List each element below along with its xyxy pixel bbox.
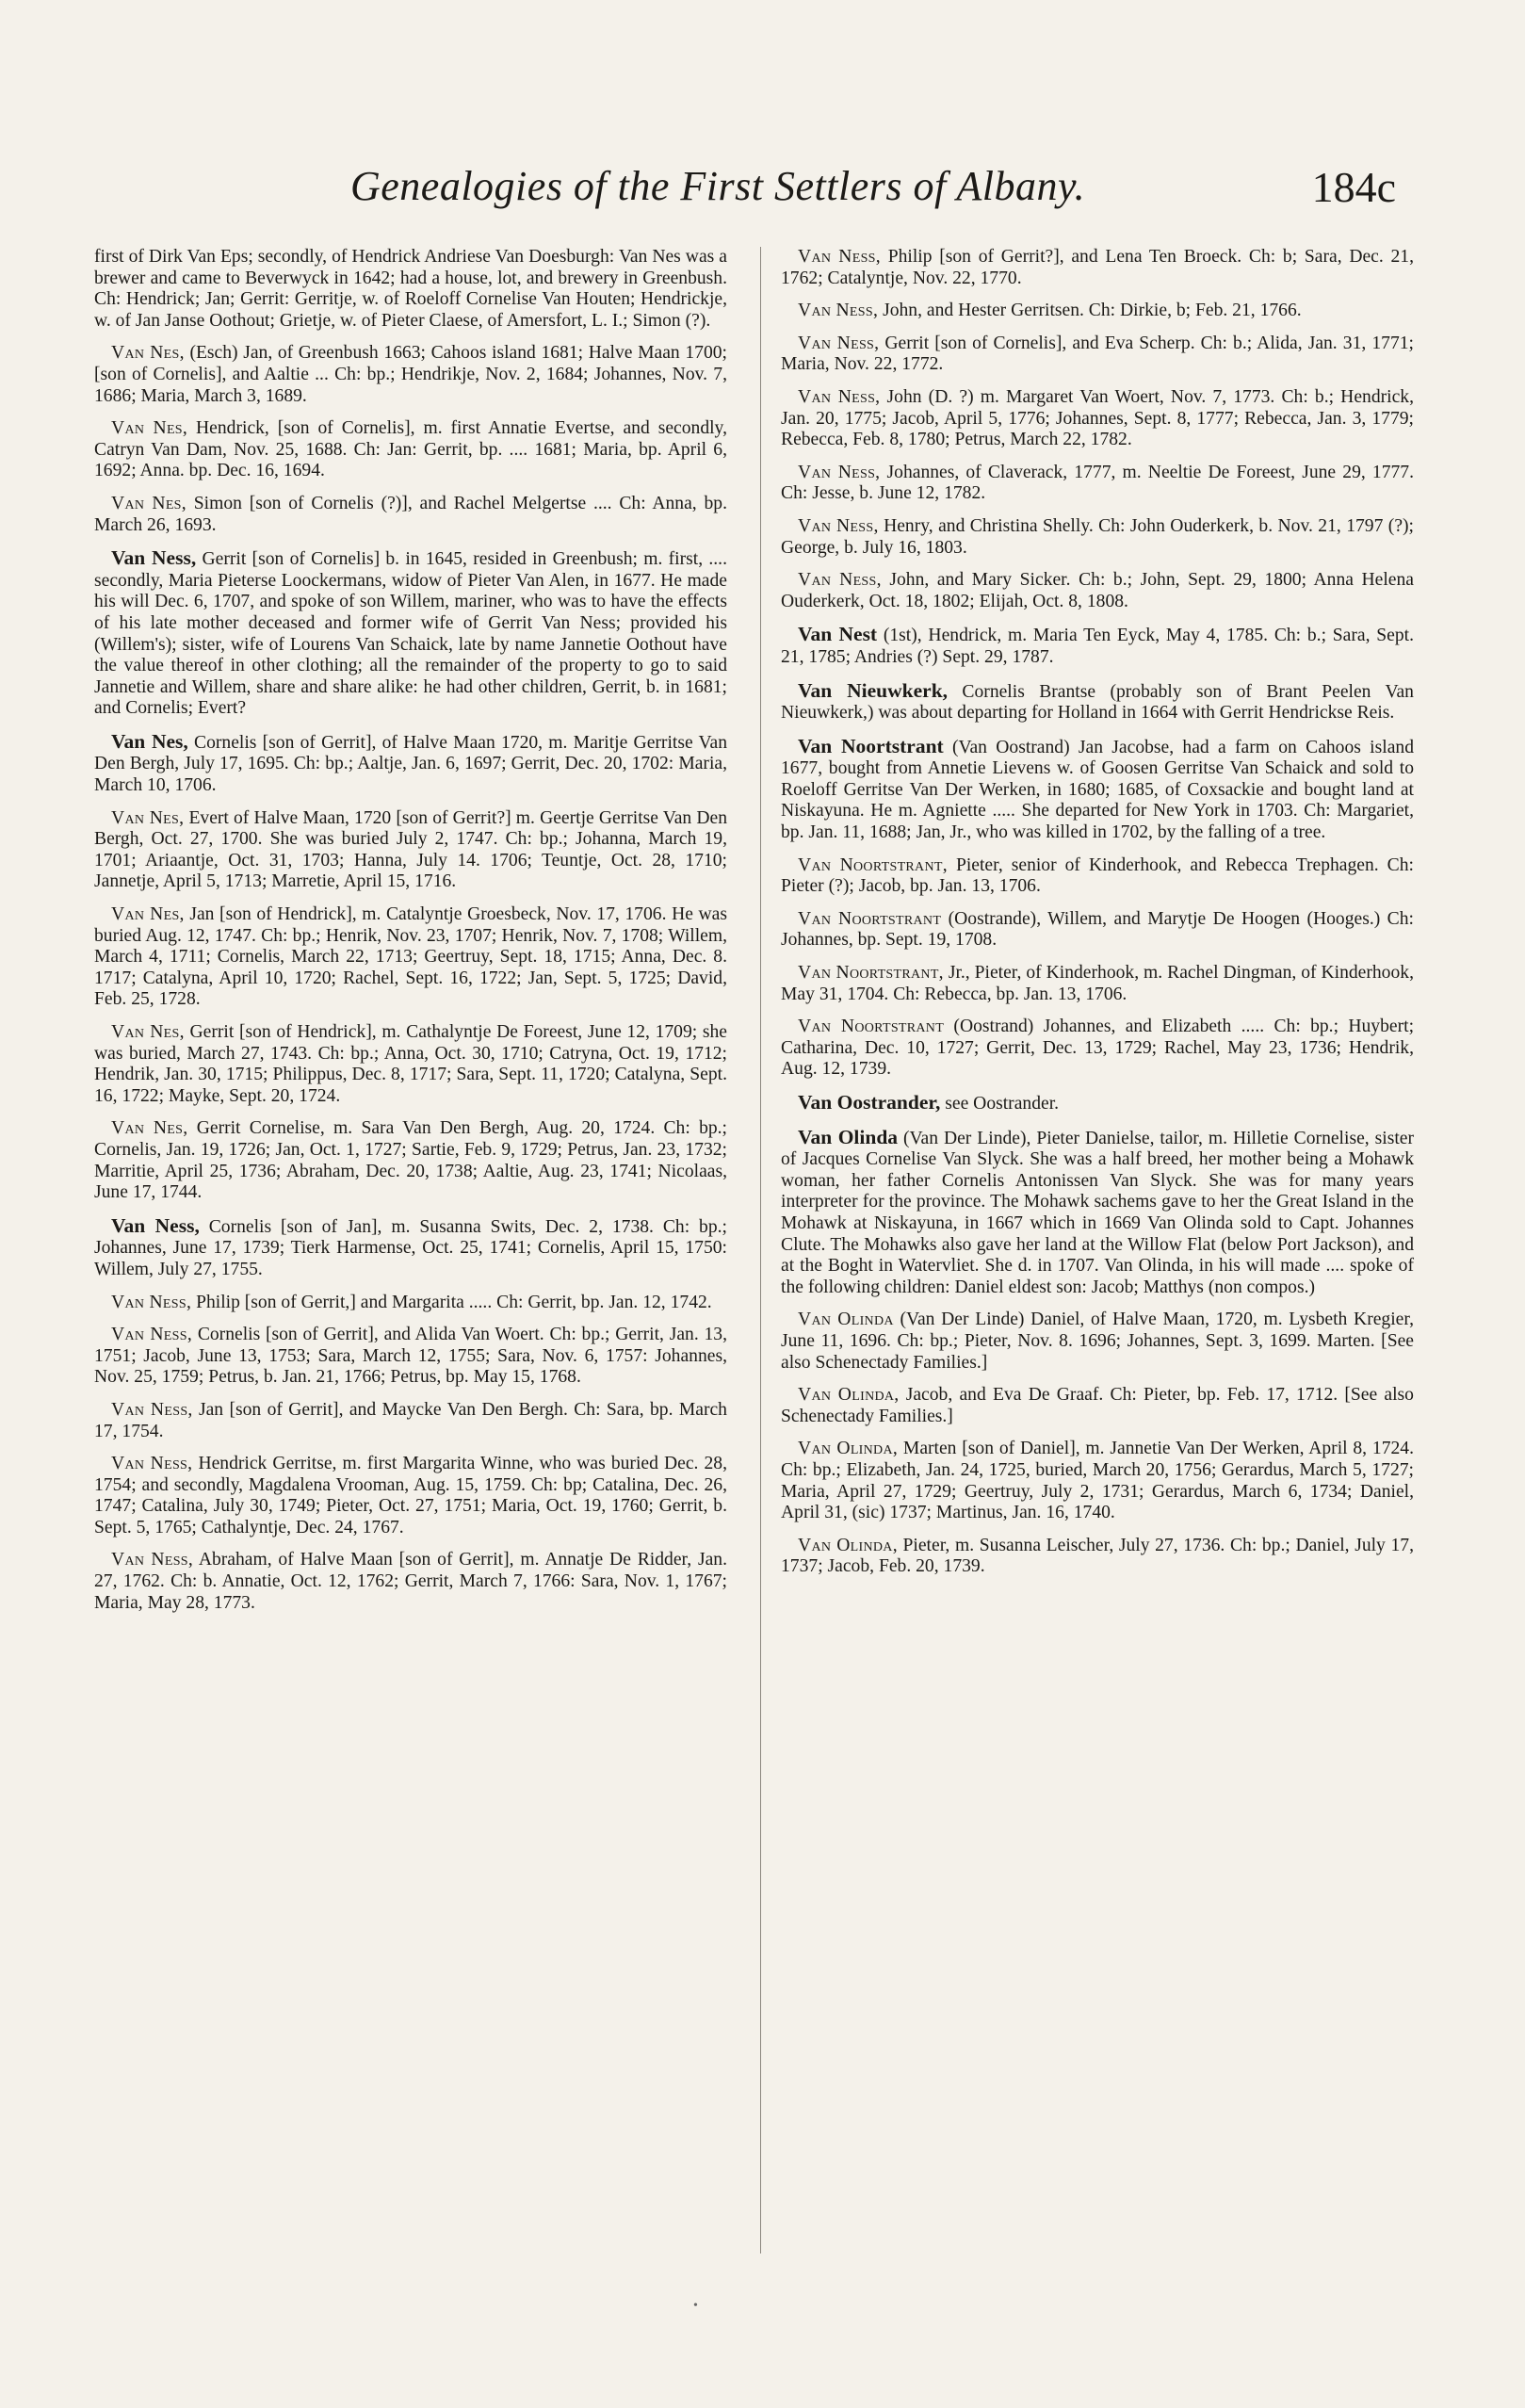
entry-text: John, and Mary Sicker. Ch: b.; John, Sept. 29, 1800; Anna Helena Ouderkerk, Oct. 18, 1802; Elijah, Oct. 8, 1808. bbox=[781, 570, 1414, 611]
genealogy-entry bbox=[781, 516, 1414, 559]
entry-text: Hendrick, [son of Cornelis], m. first Annatie Evertse, and secondly, Catryn Van Dam, Nov. 25, 1688. Ch: Jan: Gerrit, bp. .... 1681; Maria, bp. April 6, 1692; Anna. bp. Dec. 16, 1694. bbox=[94, 418, 727, 481]
entry-text: Gerrit Cornelise, m. Sara Van Den Bergh, Aug. 20, 1724. Ch: bp.; Cornelis, Jan. 19, 1726; Jan, Oct. 1, 1727; Sartie, Feb. 9, 1729; Petrus, Jan. 23, 1732; Marritie, April 25, 1736; Abraham, Dec. 20, 1738; Aaltie, Aug. 23, 1741; Nicolaas, June 17, 1744. bbox=[94, 1118, 728, 1203]
genealogy-entry bbox=[781, 334, 1414, 376]
column-divider bbox=[760, 247, 761, 2253]
footer-mark: • bbox=[693, 2299, 698, 2313]
entry-surname: Van Noortstrant, bbox=[798, 854, 948, 875]
entry-text: Cornelis [son of Gerrit], of Halve Maan 1720, m. Maritje Gerritse Van Den Bergh, July 17, 1695. Ch: bp.; Aaltje, Jan. 6, 1697; Gerrit, Dec. 20, 1702: Maria, March 10, 1706. bbox=[94, 732, 728, 796]
entry-text: Philip [son of Gerrit,] and Margarita ..... Ch: Gerrit, bp. Jan. 12, 1742. bbox=[196, 1292, 712, 1312]
genealogy-entry bbox=[781, 736, 1414, 844]
entry-surname: Van Ness, bbox=[111, 1292, 192, 1312]
entry-text: Marten [son of Daniel], m. Jannetie Van Der Werken, April 8, 1724. Ch: bp.; Elizabeth, Jan. 24, 1725, buried, March 20, 1756; Gerardus, March 5, 1727; Maria, April 27, 1729; Geertruy, July 2, 1731; Gerardus, March 6, 1734; Daniel, April 31, (sic) 1737; Martinus, Jan. 16, 1740. bbox=[781, 1439, 1414, 1523]
entry-surname: Van Ness, bbox=[111, 1325, 193, 1345]
left-column bbox=[94, 247, 727, 1625]
genealogy-entry bbox=[94, 1454, 727, 1538]
entry-surname: Van Noortstrant bbox=[798, 734, 944, 757]
genealogy-entry bbox=[781, 963, 1414, 1005]
genealogy-entry bbox=[781, 1310, 1414, 1374]
entry-text: (Van Der Linde), Pieter Danielse, tailor, m. Hilletie Cornelise, sister of Jacques Cornelise Van Slyck. She was a half breed, her mother being a Mohawk woman, her father Cornelis Antonissen Van Slyck. She was for many years interpreter for the province. The Mohawk sachems gave to her the Great Island in the Mohawk at Niskayuna, in 1667 which in 1669 Van Olinda sold to Capt. Johannes Clute. The Mohawks also gave her land at the Willow Flat (below Port Jackson), and at the Boght in Watervliet. She d. in 1707. Van Olinda, in his will made .... spoke of the following children: Daniel eldest son: Jacob; Matthys (non compos.) bbox=[781, 1128, 1414, 1297]
entry-surname: Van Nes, bbox=[111, 343, 185, 364]
entry-surname: Van Olinda, bbox=[798, 1385, 900, 1406]
running-title: Genealogies of the First Settlers of Albany. bbox=[350, 163, 1086, 209]
genealogy-entry bbox=[781, 909, 1414, 952]
entry-text: see Oostrander. bbox=[945, 1094, 1060, 1114]
entry-text: Johannes, of Claverack, 1777, m. Neeltie De Foreest, June 29, 1777. Ch: Jesse, b. June 12, 1782. bbox=[781, 462, 1414, 504]
genealogy-entry bbox=[94, 1293, 727, 1314]
genealogy-entry bbox=[94, 904, 727, 1011]
genealogy-entry bbox=[94, 1215, 727, 1281]
entry-text: Jr., Pieter, of Kinderhook, m. Rachel Dingman, of Kinderhook, May 31, 1704. Ch: Rebecca, bp. Jan. 13, 1706. bbox=[781, 963, 1414, 1004]
entry-text: Evert of Halve Maan, 1720 [son of Gerrit?] m. Geertje Gerritse Van Den Bergh, Oct. 27, 1700. She was buried July 2, 1747. Ch: bp.; Johanna, March 19, 1701; Ariaantje, Oct. 31, 1703; Hanna, July 14. 1706; Teuntje, Oct. 28, 1710; Jannetje, April 5, 1713; Marretie, April 15, 1716. bbox=[94, 807, 727, 892]
entry-text: Gerrit [son of Cornelis] b. in 1645, resided in Greenbush; m. first, .... secondly, Maria Pieterse Loockermans, widow of Pieter Van Alen, in 1677. He made his will Dec. 6, 1707, and spoke of son Willem, mariner, who was to have the effects of his late mother deceased and former wife of Gerrit Van Ness; provided his (Willem's); sister, wife of Lourens Van Schaick, late by name Jannetie Oothout have the value thereof in other clothing; all the remainder of the property to go to said Jannetie and Willem, share and share alike: he had other children, Gerrit, b. in 1681; and Cornelis; Evert? bbox=[94, 549, 727, 719]
genealogy-entry bbox=[94, 1022, 727, 1107]
genealogy-entry bbox=[781, 1439, 1414, 1523]
entry-text: Jan [son of Gerrit], and Maycke Van Den Bergh. Ch: Sara, bp. March 17, 1754. bbox=[94, 1399, 727, 1441]
entry-surname: Van Olinda, bbox=[798, 1535, 898, 1555]
entry-surname: Van Ness, bbox=[798, 515, 879, 536]
entry-text: (Oostrande), Willem, and Marytje De Hoogen (Hooges.) Ch: Johannes, bp. Sept. 19, 1708. bbox=[781, 908, 1414, 951]
genealogy-entry bbox=[94, 1325, 727, 1389]
page-header bbox=[350, 162, 1396, 219]
entry-surname: Van Olinda, bbox=[798, 1439, 899, 1459]
entry-surname: Van Nest bbox=[798, 623, 878, 646]
entry-surname: Van Ness, bbox=[798, 462, 881, 482]
genealogy-entry bbox=[94, 247, 727, 332]
entry-surname: Van Nes, bbox=[111, 729, 188, 753]
entry-surname: Van Nes, bbox=[111, 807, 185, 828]
entry-surname: Van Ness, bbox=[111, 1550, 194, 1570]
entry-text: Philip [son of Gerrit?], and Lena Ten Broeck. Ch: b; Sara, Dec. 21, 1762; Catalyntje, Nov. 22, 1770. bbox=[781, 247, 1414, 288]
genealogy-entry bbox=[94, 418, 727, 482]
entry-text: Pieter, m. Susanna Leischer, July 27, 1736. Ch: bp.; Daniel, July 17, 1737; Jacob, Feb. 20, 1739. bbox=[781, 1535, 1414, 1577]
entry-text: Cornelis [son of Gerrit], and Alida Van Woert. Ch: bp.; Gerrit, Jan. 13, 1751; Jacob, June 13, 1753; Sara, March 12, 1755; Sara, Nov. 6, 1757: Johannes, Nov. 25, 1759; Petrus, b. Jan. 21, 1766; Petrus, bp. May 15, 1768. bbox=[94, 1325, 727, 1388]
genealogy-entry bbox=[94, 808, 727, 893]
page-number: 184c bbox=[1311, 163, 1396, 211]
genealogy-entry bbox=[781, 1127, 1414, 1299]
genealogy-entry bbox=[94, 1550, 727, 1614]
genealogy-entry bbox=[781, 1536, 1414, 1578]
entry-text: (Esch) Jan, of Greenbush 1663; Cahoos island 1681; Halve Maan 1700; [son of Cornelis], and Aaltie ... Ch: bp.; Hendrikje, Nov. 2, 1684; Johannes, Nov. 7, 1686; Maria, March 3, 1689. bbox=[94, 343, 727, 406]
entry-surname: Van Ness, bbox=[798, 247, 881, 267]
genealogy-entry bbox=[94, 343, 727, 407]
genealogy-entry bbox=[94, 494, 727, 536]
entry-surname: Van Nes, bbox=[111, 418, 188, 439]
entry-surname: Van Ness, bbox=[111, 546, 197, 570]
entry-surname: Van Nes, bbox=[111, 493, 187, 513]
entry-text: Abraham, of Halve Maan [son of Gerrit], m. Annatje De Ridder, Jan. 27, 1762. Ch: b. Annatie, Oct. 12, 1762; Gerrit, March 7, 1766: Sara, Nov. 1, 1767; Maria, May 28, 1773. bbox=[94, 1550, 727, 1613]
entry-text: first of Dirk Van Eps; secondly, of Hendrick Andriese Van Doesburgh: Van Nes was a brewer and came to Beverwyck in 1642; had a house, lot, and brewery in Greenbush. Ch: Hendrick; Jan; Gerrit: Gerritje, w. of Roeloff Cornelise Van Houten; Hendrickje, w. of Jan Janse Oothout; Grietje, w. of Pieter Claese, of Amersfort, L. I.; Simon (?). bbox=[94, 247, 727, 331]
entry-surname: Van Nieuwkerk, bbox=[798, 678, 949, 702]
genealogy-entry bbox=[781, 624, 1414, 668]
entry-text: John, and Hester Gerritsen. Ch: Dirkie, b; Feb. 21, 1766. bbox=[883, 301, 1302, 321]
entry-surname: Van Olinda bbox=[798, 1125, 899, 1148]
entry-text: John (D. ?) m. Margaret Van Woert, Nov. 7, 1773. Ch: b.; Hendrick, Jan. 20, 1775; Jacob, April 5, 1776; Johannes, Sept. 8, 1777; Rebecca, Jan. 3, 1779; Rebecca, Feb. 8, 1780; Petrus, March 22, 1782. bbox=[781, 386, 1414, 450]
genealogy-entry bbox=[94, 547, 727, 720]
entry-text: Henry, and Christina Shelly. Ch: John Ouderkerk, b. Nov. 21, 1797 (?); George, b. July 16, 1803. bbox=[781, 515, 1414, 558]
entry-text: Simon [son of Cornelis (?)], and Rachel Melgertse .... Ch: Anna, bp. March 26, 1693. bbox=[94, 493, 727, 535]
genealogy-entry bbox=[781, 570, 1414, 612]
genealogy-entry bbox=[781, 247, 1414, 289]
genealogy-entry bbox=[781, 387, 1414, 451]
entry-text: Gerrit [son of Cornelis], and Eva Scherp. Ch: b.; Alida, Jan. 31, 1771; Maria, Nov. 22, 1772. bbox=[781, 333, 1414, 375]
entry-text: (Oostrand) Johannes, and Elizabeth ..... Ch: bp.; Huybert; Catharina, Dec. 10, 1727; Gerrit, Dec. 13, 1729; Rachel, May 23, 1736; Hendrik, Aug. 12, 1739. bbox=[781, 1017, 1415, 1080]
entry-surname: Van Ness, bbox=[798, 386, 881, 407]
entry-text: Gerrit [son of Hendrick], m. Cathalyntje De Foreest, June 12, 1709; she was buried, March 27, 1743. Ch: bp.; Anna, Oct. 30, 1710; Catryna, Oct. 19, 1712; Hendrik, Jan. 30, 1715; Philippus, Dec. 8, 1717; Sara, Sept. 11, 1720; Catalyna, Sept. 16, 1722; Mayke, Sept. 20, 1724. bbox=[94, 1022, 728, 1106]
right-column bbox=[781, 247, 1414, 1589]
entry-text: (Van Der Linde) Daniel, of Halve Maan, 1720, m. Lysbeth Kregier, June 11, 1696. Ch: bp.; Pieter, Nov. 8. 1696; Johannes, Sept. 3, 1699. Marten. [See also Schenectady Families.] bbox=[781, 1310, 1414, 1373]
entry-surname: Van Nes, bbox=[111, 904, 185, 925]
entry-text: Jan [son of Hendrick], m. Catalyntje Groesbeck, Nov. 17, 1706. He was buried Aug. 12, 1747. Ch: bp.; Henrik, Nov. 23, 1707; Henrik, Nov. 7, 1708; Willem, March 4, 1711; Cornelis, March 22, 1713; Geertruy, Sept. 18, 1715; Anna, Dec. 8. 1717; Catalyna, April 10, 1720; Rachel, Sept. 16, 1722; Jan, Sept. 5, 1725; David, Feb. 25, 1728. bbox=[94, 904, 727, 1010]
genealogy-entry bbox=[94, 1400, 727, 1442]
entry-surname: Van Ness, bbox=[111, 1399, 193, 1420]
entry-surname: Van Noortstrant bbox=[798, 1017, 945, 1037]
entry-surname: Van Olinda bbox=[798, 1310, 894, 1330]
entry-surname: Van Noortstrant, bbox=[798, 963, 944, 984]
genealogy-entry bbox=[781, 1385, 1414, 1427]
genealogy-entry bbox=[781, 463, 1414, 505]
entry-surname: Van Noortstrant bbox=[798, 908, 942, 929]
entry-text: (Van Oostrand) Jan Jacobse, had a farm on Cahoos island 1677, bought from Annetie Lievens w. of Goosen Gerritse Van Schaick and sold to Roeloff Gerritse Van Der Werken, in 1680; 1685, of Coxsackie and bought land at Niskayuna. He m. Agniette ..... She departed for New York in 1703. Ch: Margariet, bp. Jan. 11, 1688; Jan, Jr., who was killed in 1702, by the falling of a tree. bbox=[781, 737, 1414, 843]
genealogy-entry bbox=[781, 301, 1414, 322]
entry-text: Cornelis Brantse (probably son of Brant Peelen Van Nieuwkerk,) was about departing for Holland in 1664 with Gerrit Hendrickse Reis. bbox=[781, 681, 1414, 724]
entry-text: Cornelis [son of Jan], m. Susanna Swits, Dec. 2, 1738. Ch: bp.; Johannes, June 17, 1739; Tierk Harmense, Oct. 25, 1741; Cornelis, April 15, 1750: Willem, July 27, 1755. bbox=[94, 1216, 727, 1279]
genealogy-entry bbox=[781, 1017, 1414, 1081]
genealogy-entry bbox=[781, 855, 1414, 898]
entry-surname: Van Ness, bbox=[798, 301, 879, 321]
entry-surname: Van Nes, bbox=[111, 1022, 185, 1042]
genealogy-entry bbox=[781, 1092, 1414, 1115]
entry-text: Jacob, and Eva De Graaf. Ch: Pieter, bp. Feb. 17, 1712. [See also Schenectady Families.] bbox=[781, 1385, 1414, 1426]
genealogy-entry bbox=[94, 1118, 727, 1203]
entry-text: Hendrick Gerritse, m. first Margarita Winne, who was buried Dec. 28, 1754; and secondly, Magdalena Vrooman, Aug. 15, 1759. Ch: bp; Catalina, Dec. 26, 1747; Catalina, July 30, 1749; Pieter, Oct. 27, 1751; Maria, Oct. 19, 1760; Gerrit, b. Sept. 5, 1765; Cathalyntje, Dec. 24, 1767. bbox=[94, 1454, 727, 1538]
entry-surname: Van Oostrander, bbox=[798, 1091, 941, 1114]
entry-surname: Van Ness, bbox=[798, 570, 882, 591]
entry-text: (1st), Hendrick, m. Maria Ten Eyck, May 4, 1785. Ch: b.; Sara, Sept. 21, 1785; Andries (?) Sept. 29, 1787. bbox=[781, 626, 1414, 667]
entry-text: Pieter, senior of Kinderhook, and Rebecca Trephagen. Ch: Pieter (?); Jacob, bp. Jan. 13, 1706. bbox=[781, 854, 1414, 897]
entry-surname: Van Ness, bbox=[111, 1454, 193, 1474]
entry-surname: Van Nes, bbox=[111, 1118, 188, 1139]
genealogy-entry bbox=[94, 731, 727, 797]
genealogy-entry bbox=[781, 680, 1414, 724]
entry-surname: Van Ness, bbox=[798, 333, 880, 353]
entry-surname: Van Ness, bbox=[111, 1213, 200, 1237]
